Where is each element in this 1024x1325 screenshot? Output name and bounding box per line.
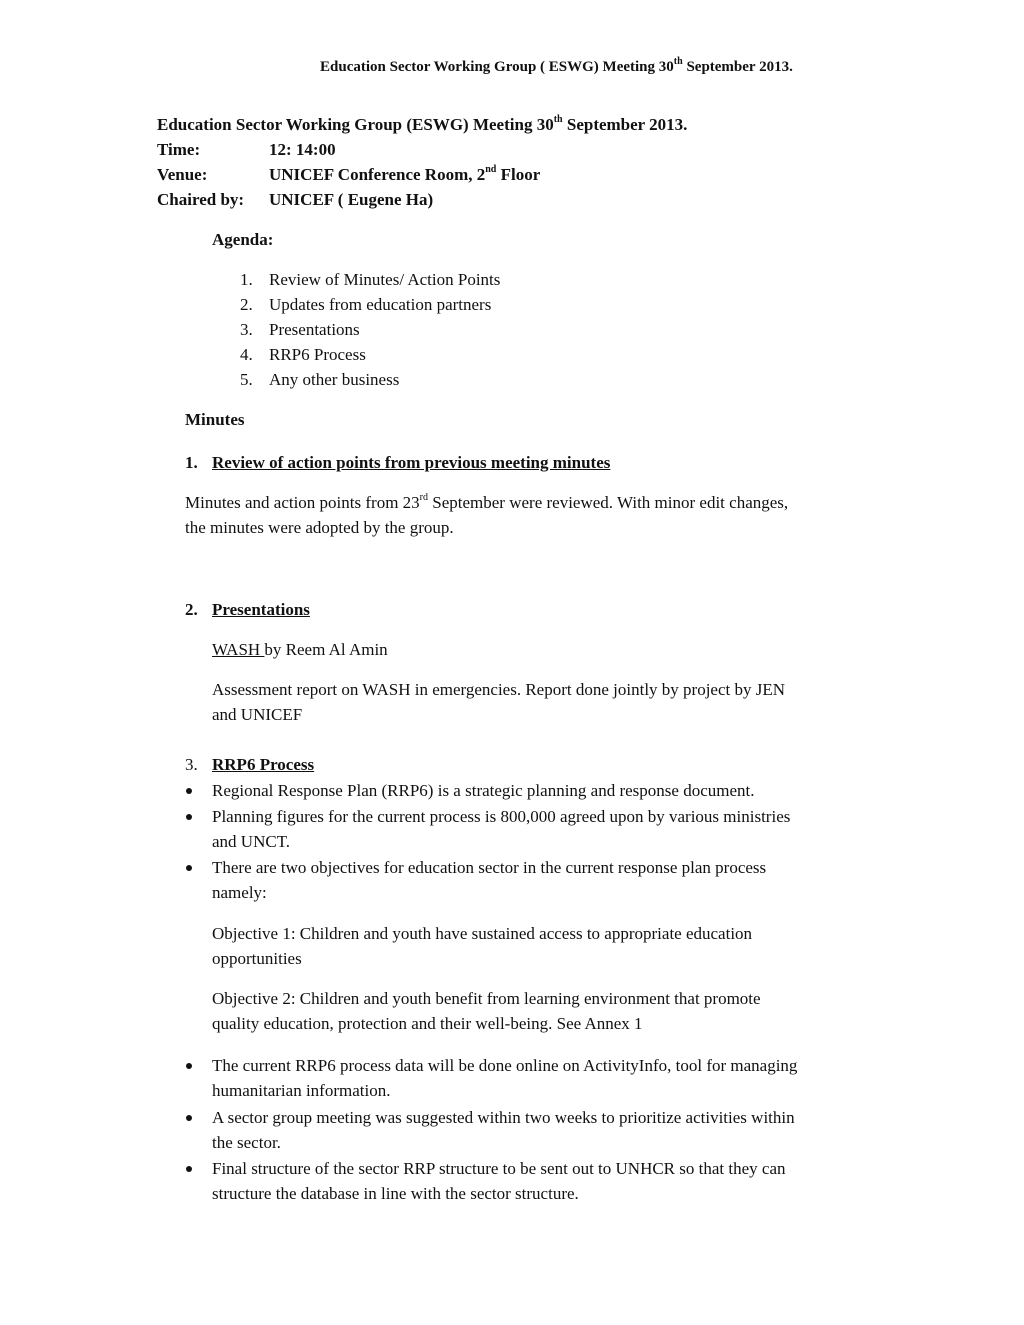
rrp6-bullet-3-line-2: namely: — [212, 883, 267, 902]
venue-value: UNICEF Conference Room, 2nd Floor — [269, 164, 541, 184]
agenda-item-3: Presentations — [269, 320, 360, 339]
agenda-num-5: 5. — [240, 370, 253, 389]
agenda-num-2: 2. — [240, 295, 253, 314]
section-1-line-1: Minutes and action points from 23rd September were reviewed. With minor edit changes, — [185, 492, 789, 512]
agenda-num-4: 4. — [240, 345, 253, 364]
rrp6-bullet-2-line-2: and UNCT. — [212, 832, 291, 851]
agenda-item-1: Review of Minutes/ Action Points — [269, 270, 501, 289]
objective-1-line-2: opportunities — [212, 949, 302, 968]
section-3-title: RRP6 Process — [212, 755, 315, 774]
rrp6-bullet-3-line-1: There are two objectives for education sector in the current response plan process — [212, 858, 767, 877]
agenda-item-4: RRP6 Process — [269, 345, 366, 364]
document-title: Education Sector Working Group (ESWG) Meeting 30th September 2013. — [157, 114, 688, 134]
section-2-line-1: Assessment report on WASH in emergencies. Report done jointly by project by JEN — [212, 680, 786, 699]
bullet-icon — [186, 865, 192, 871]
section-2-number: 2. — [185, 600, 198, 619]
agenda-item-2: Updates from education partners — [269, 295, 492, 314]
bullet-icon — [186, 1166, 192, 1172]
rrp6-bullet-4-line-2: humanitarian information. — [212, 1081, 391, 1100]
rrp6-bullet-2-line-1: Planning figures for the current process is 800,000 agreed upon by various ministries — [212, 807, 791, 826]
objective-2-line-1: Objective 2: Children and youth benefit from learning environment that promote — [212, 989, 761, 1008]
bullet-icon — [186, 1115, 192, 1121]
section-1-line-2: the minutes were adopted by the group. — [185, 518, 454, 537]
rrp6-bullet-5-line-1: A sector group meeting was suggested within two weeks to prioritize activities within — [212, 1108, 795, 1127]
agenda-heading: Agenda: — [212, 230, 274, 249]
agenda-item-5: Any other business — [269, 370, 400, 389]
objective-2-line-2: quality education, protection and their well-being. See Annex 1 — [212, 1014, 643, 1033]
wash-presenter-line: WASH by Reem Al Amin — [212, 640, 388, 659]
running-header: Education Sector Working Group ( ESWG) Meeting 30th September 2013. — [320, 56, 793, 75]
rrp6-bullet-6-line-2: structure the database in line with the sector structure. — [212, 1184, 579, 1203]
section-2-line-2: and UNICEF — [212, 705, 303, 724]
venue-label: Venue: — [157, 165, 208, 184]
rrp6-bullet-1: Regional Response Plan (RRP6) is a strategic planning and response document. — [212, 781, 755, 800]
rrp6-bullet-6-line-1: Final structure of the sector RRP structure to be sent out to UNHCR so that they can — [212, 1159, 786, 1178]
time-value: 12: 14:00 — [269, 140, 336, 159]
agenda-num-3: 3. — [240, 320, 253, 339]
section-1-title: Review of action points from previous meeting minutes — [212, 453, 611, 472]
objective-1-line-1: Objective 1: Children and youth have sustained access to appropriate education — [212, 924, 753, 943]
bullet-icon — [186, 1063, 192, 1069]
bullet-icon — [186, 788, 192, 794]
section-3-number: 3. — [185, 755, 198, 774]
minutes-heading: Minutes — [185, 410, 245, 429]
section-2-title: Presentations — [212, 600, 310, 619]
chair-label: Chaired by: — [157, 190, 245, 209]
rrp6-bullet-5-line-2: the sector. — [212, 1133, 281, 1152]
section-1-number: 1. — [185, 453, 198, 472]
time-label: Time: — [157, 140, 201, 159]
bullet-icon — [186, 814, 192, 820]
rrp6-bullet-4-line-1: The current RRP6 process data will be done online on ActivityInfo, tool for managing — [212, 1056, 798, 1075]
chair-value: UNICEF ( Eugene Ha) — [269, 190, 434, 209]
agenda-num-1: 1. — [240, 270, 253, 289]
